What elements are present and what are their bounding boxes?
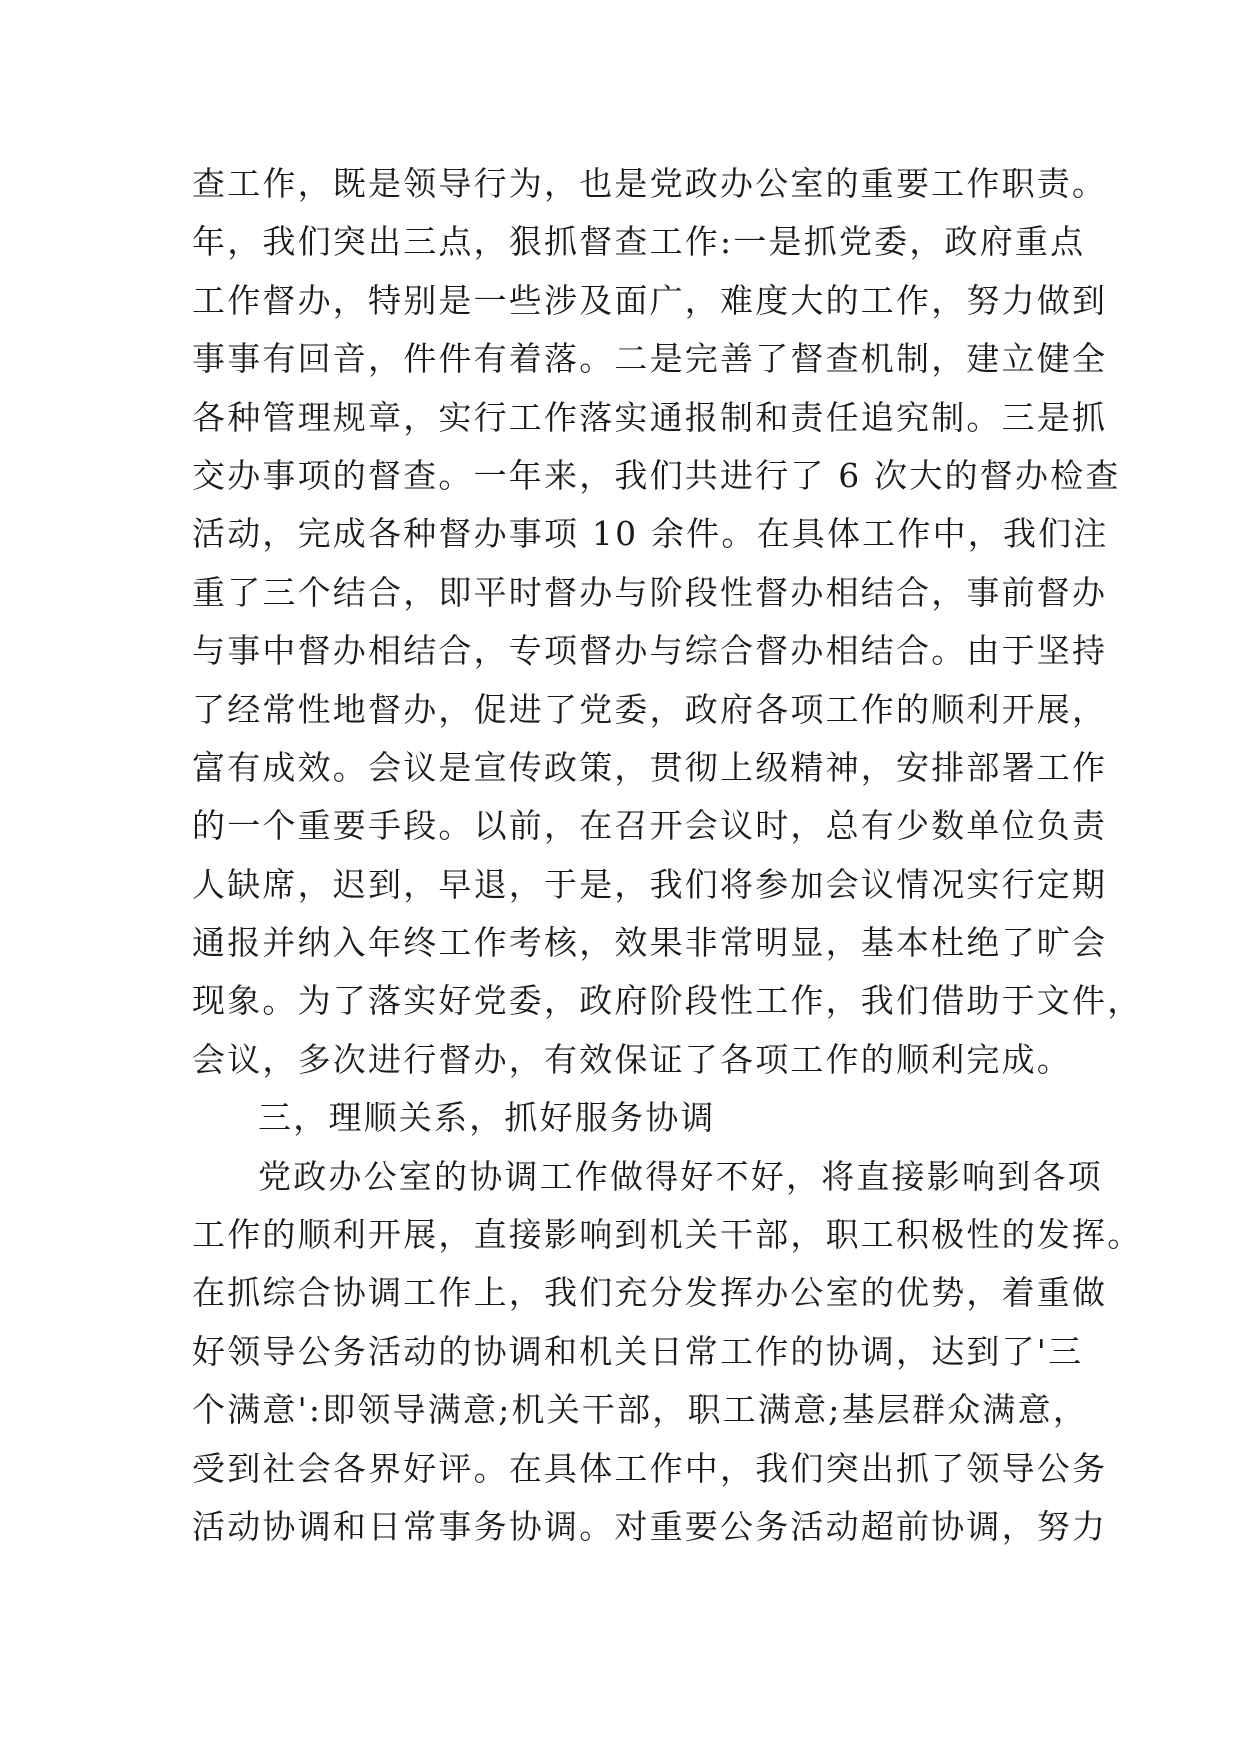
text-line: 年，我们突出三点，狠抓督查工作:一是抓党委，政府重点 bbox=[192, 222, 1086, 262]
text-line: 好领导公务活动的协调和机关日常工作的协调，达到了'三 bbox=[192, 1331, 1084, 1371]
text-line: 交办事项的督查。一年来，我们共进行了 6 次大的督办检查 bbox=[192, 455, 1121, 495]
text-line: 了经常性地督办，促进了党委，政府各项工作的顺利开展， bbox=[192, 689, 1108, 729]
section-heading: 三，理顺关系，抓好服务协调 bbox=[258, 1098, 716, 1138]
text-line: 重了三个结合，即平时督办与阶段性督办相结合，事前督办 bbox=[192, 572, 1108, 612]
text-line: 与事中督办相结合，专项督办与综合督办相结合。由于坚持 bbox=[192, 631, 1108, 671]
text-line: 受到社会各界好评。在具体工作中，我们突出抓了领导公务 bbox=[192, 1448, 1108, 1488]
paragraph-first-line: 党政办公室的协调工作做得好不好，将直接影响到各项 bbox=[258, 1156, 1103, 1196]
text-line: 事事有回音，件件有着落。二是完善了督查机制，建立健全 bbox=[192, 339, 1108, 379]
text-line: 工作的顺利开展，直接影响到机关干部，职工积极性的发挥。 bbox=[192, 1215, 1143, 1255]
text-line: 富有成效。会议是宣传政策，贯彻上级精神，安排部署工作 bbox=[192, 747, 1108, 787]
text-line: 人缺席，迟到，早退，于是，我们将参加会议情况实行定期 bbox=[192, 864, 1108, 904]
text-line: 活动，完成各种督办事项 10 余件。在具体工作中，我们注 bbox=[192, 514, 1109, 554]
text-line: 工作督办，特别是一些涉及面广，难度大的工作，努力做到 bbox=[192, 280, 1108, 320]
text-line: 现象。为了落实好党委，政府阶段性工作，我们借助于文件， bbox=[192, 981, 1143, 1021]
text-line: 在抓综合协调工作上，我们充分发挥办公室的优势，着重做 bbox=[192, 1273, 1108, 1313]
text-line: 通报并纳入年终工作考核，效果非常明显，基本杜绝了旷会 bbox=[192, 923, 1108, 963]
text-line: 活动协调和日常事务协调。对重要公务活动超前协调，努力 bbox=[192, 1506, 1108, 1546]
text-line: 查工作，既是领导行为，也是党政办公室的重要工作职责。 bbox=[192, 164, 1108, 203]
body-text bbox=[192, 155, 1143, 1556]
text-line: 的一个重要手段。以前，在召开会议时，总有少数单位负责 bbox=[192, 806, 1108, 846]
text-line: 会议，多次进行督办，有效保证了各项工作的顺利完成。 bbox=[192, 1039, 1072, 1079]
text-line: 各种管理规章，实行工作落实通报制和责任追究制。三是抓 bbox=[192, 397, 1108, 437]
text-line: 个满意':即领导满意;机关干部，职工满意;基层群众满意， bbox=[192, 1390, 1089, 1430]
